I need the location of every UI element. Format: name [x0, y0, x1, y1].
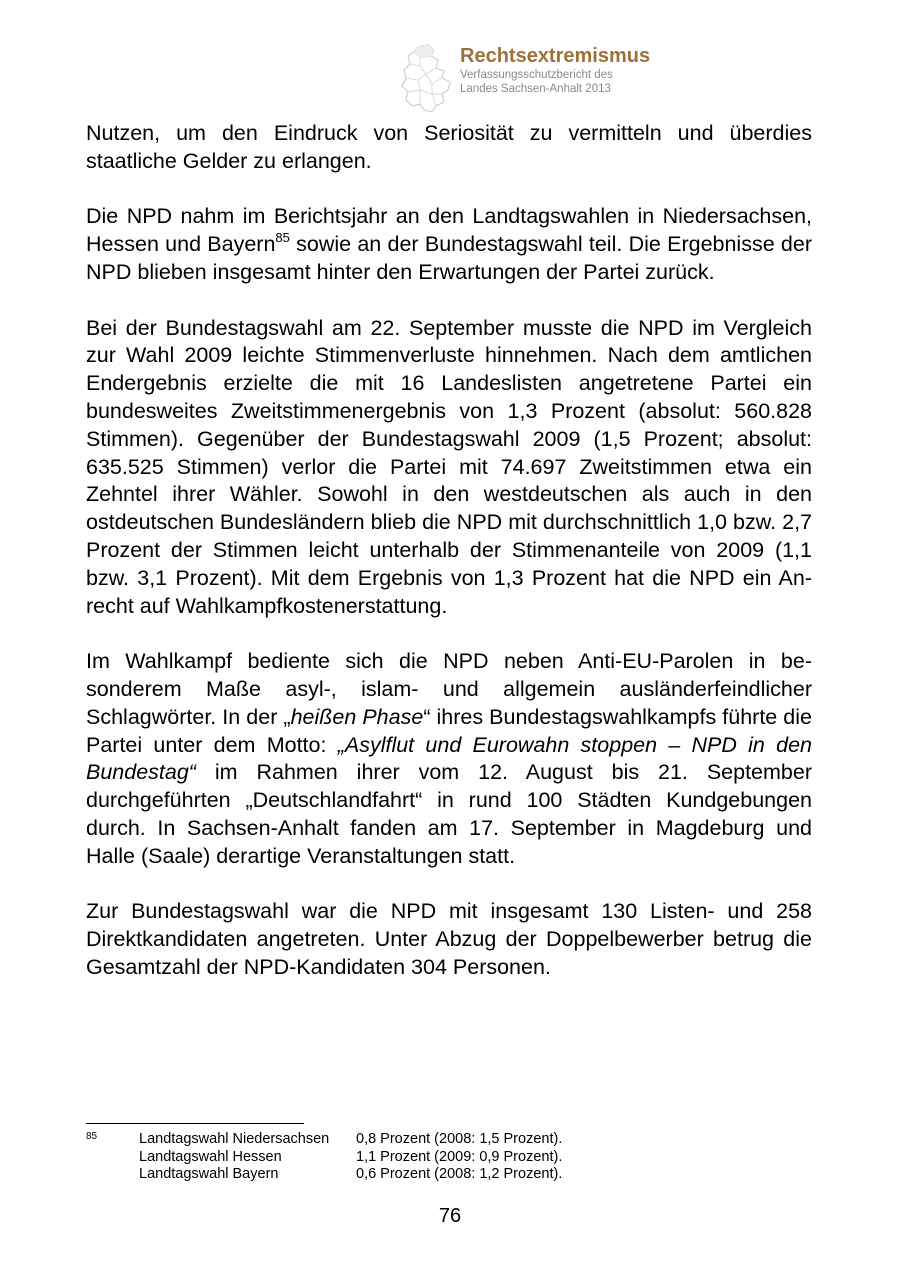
footnote-row	[86, 1149, 786, 1167]
paragraph-3: Bei der Bundestagswahl am 22. September musste die NPD im Vergleich zur Wahl 2009 leichte Stimmenverluste hinnehmen. Nach dem amtlichen Endergebnis erzielte die mit 16 Landeslisten angetretene Partei ein bundesweites Zweitstimmenergebnis von 1,3 Prozent (absolut: 560.828 Stimmen). Gegenüber der Bundestagswahl 2009 (1,5 Prozent; absolut: 635.525 Stimmen) verlor die Partei mit 74.697 Zweitstimmen etwa ein Zehntel ihrer Wähler. Sowohl in den westdeutschen als auch in den ostdeutschen Bundesländern blieb die NPD mit durchschnittlich 1,0 bzw. 2,7 Prozent der Stimmen leicht unterhalb der Stimmenanteile von 2009 (1,1 bzw. 3,1 Prozent). Mit dem Ergebnis von 1,3 Prozent hat die NPD ein Anrecht auf Wahlkampfkostenerstattung.	[86, 315, 812, 618]
footnote-row-label: Landtagswahl Hessen	[139, 1148, 282, 1165]
body-text	[86, 120, 812, 1010]
paragraph-4-text-a: Im Wahlkampf bediente sich die NPD neben Anti-EU-Parolen in besonderem Maße asyl-, islam- und allgemein ausländerfeindlicher Schlagwörter. In der „	[86, 649, 812, 729]
paragraph-4-italic-b: „Asylflut und Eurowahn stoppen – NPD in den Bundestag“	[86, 732, 812, 785]
footnote-divider	[86, 1123, 304, 1124]
paragraph-1: Nutzen, um den Eindruck von Seriosität zu vermitteln und überdies staatliche Gelder zu erlangen.	[86, 121, 812, 173]
paragraph-4-text-b: “ ihres Bundestagswahlkampfs führte die Partei unter dem Motto:	[86, 704, 812, 757]
footnote-number: 85	[86, 1131, 98, 1142]
footnote-row	[86, 1131, 786, 1149]
footnote-row	[86, 1166, 786, 1184]
footnote-row-label: Landtagswahl Niedersachsen	[139, 1131, 330, 1147]
paragraph-2-text-b: sowie an der Bundestagswahl teil. Die Ergebnisse der NPD blieben insgesamt hinter den Erwartungen der Partei zurück.	[86, 232, 812, 284]
header-title: Rechtsextremismus	[460, 45, 651, 67]
paragraph-5: Zur Bundestagswahl war die NPD mit insgesamt 130 Listen- und 258 Direktkandidaten angetreten. Unter Abzug der Doppelbewerber betrug die Gesamtzahl der NPD-Kandidaten 304 Personen.	[86, 899, 812, 979]
saxony-anhalt-map-icon	[398, 44, 456, 114]
paragraph-4-text-c: im Rahmen ihrer vom 12. August bis 21. September durchgeführten „Deutschlandfahrt“ in rund 100 Städten Kundgebungen durch. In Sachsen-Anhalt fanden am 17. September in Magdeburg und Halle (Saale) derartige Veranstaltungen statt.	[86, 760, 812, 868]
paragraph-2	[86, 203, 812, 286]
page-header	[398, 44, 718, 114]
paragraph-2-text-a: Die NPD nahm im Berichtsjahr an den Landtagswahlen in Niedersachsen, Hessen und Bayern	[86, 204, 812, 257]
brand-block	[460, 44, 650, 96]
footnote	[86, 1131, 786, 1184]
header-subtitle-line2: Landes Sachsen-Anhalt 2013	[460, 83, 611, 95]
paragraph-4-italic-a: heißen Phase	[290, 704, 424, 729]
footnote-row-value: 1,1 Prozent (2009: 0,9 Prozent).	[356, 1148, 563, 1165]
paragraph-4	[86, 648, 812, 870]
header-subtitle-line1: Verfassungsschutzbericht des	[460, 69, 613, 81]
footnote-reference: 85	[275, 230, 290, 246]
footnote-row-value: 0,8 Prozent (2008: 1,5 Prozent).	[356, 1131, 563, 1147]
footnote-row-value: 0,6 Prozent (2008: 1,2 Prozent).	[356, 1166, 563, 1182]
footnote-row-label: Landtagswahl Bayern	[139, 1166, 279, 1182]
page-number: 76	[438, 1205, 462, 1227]
